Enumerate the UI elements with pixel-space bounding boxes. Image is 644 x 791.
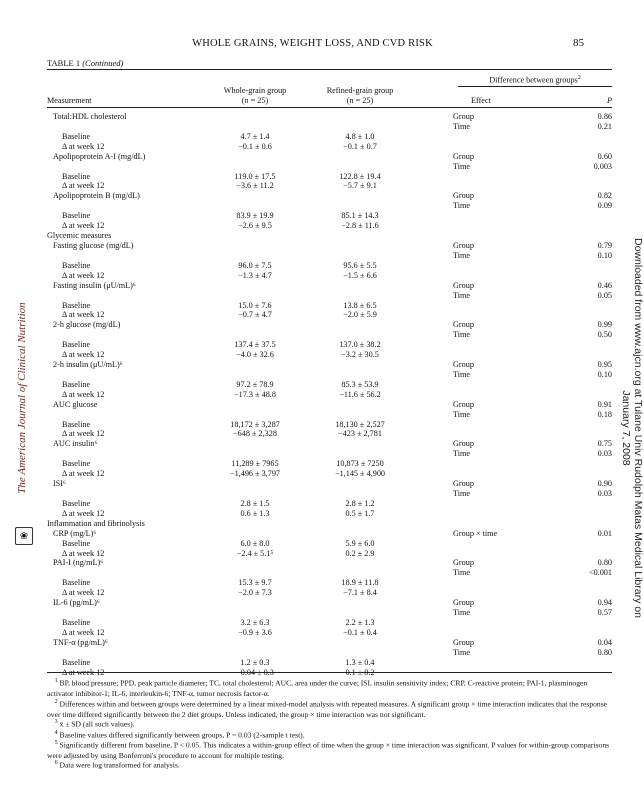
effect-value: Time — [453, 369, 470, 379]
p-value: 0.79 — [597, 241, 612, 250]
effect-value: Group — [453, 439, 474, 449]
wg-value: 119.0 ± 17.5 — [234, 171, 276, 181]
p-value: 0.21 — [597, 121, 612, 131]
footnote-text: Data were log transformed for analysis. — [59, 760, 180, 770]
row-label: Δ at week 12 — [62, 627, 105, 637]
row-label: TNF-α (pg/mL)⁶ — [53, 637, 108, 647]
effect-value: Group — [453, 598, 474, 608]
journal-name-margin: The American Journal of Clinical Nutrition — [16, 302, 28, 494]
top-rule — [47, 69, 612, 70]
wg-value: 15.0 ± 7.6 — [238, 300, 272, 310]
p-value: 0.82 — [597, 191, 612, 201]
p-value: 0.10 — [597, 250, 612, 260]
row-label: Glycemic measures — [47, 231, 112, 240]
effect-value: Time — [453, 647, 470, 657]
p-value: 0.94 — [597, 598, 612, 608]
row-label: Inflammation and fibrinolysis — [47, 518, 145, 528]
p-value: 0.18 — [597, 409, 612, 419]
page-number: 85 — [573, 37, 584, 49]
footnote — [47, 758, 612, 771]
wg-value: 96.0 ± 7.5 — [238, 260, 272, 270]
footnote-text: x̄ ± SD (all such values). — [59, 719, 135, 729]
rg-value: 0.1 ± 0.2 — [345, 667, 375, 677]
row-label: Δ at week 12 — [62, 469, 105, 479]
wg-n: (n = 25) — [241, 96, 269, 105]
footnote-marker: 2 — [54, 699, 58, 705]
effect-header: Effect — [471, 96, 491, 105]
row-label: Δ at week 12 — [62, 508, 105, 518]
rg-value: 137.0 ± 38.2 — [339, 340, 381, 350]
table-caption — [47, 58, 123, 68]
p-value: 0.99 — [597, 320, 612, 330]
effect-value: Group — [453, 637, 474, 647]
rg-value: −1.5 ± 6.6 — [343, 270, 377, 280]
effect-value: Group — [453, 191, 474, 201]
rg-value: 0.2 ± 2.9 — [345, 548, 375, 558]
rg-value: −7.1 ± 8.4 — [343, 588, 377, 598]
effect-value: Group — [453, 479, 474, 488]
row-label: Baseline — [62, 300, 91, 310]
wg-value: −17.3 ± 48.8 — [234, 389, 276, 399]
row-label: Δ at week 12 — [62, 221, 105, 231]
wg-value: −2.6 ± 9.5 — [238, 221, 272, 231]
p-value: 0.50 — [597, 330, 612, 340]
row-label: Baseline — [62, 498, 91, 508]
wg-value: 83.9 ± 19.9 — [236, 211, 274, 221]
p-value: 0.91 — [597, 399, 612, 409]
row-label: Δ at week 12 — [62, 141, 105, 151]
rg-value: 85.1 ± 14.3 — [341, 211, 379, 221]
footnote-marker: 3 — [54, 719, 58, 725]
row-label: ISI⁶ — [53, 479, 66, 488]
wg-header: Whole-grain group — [223, 86, 287, 95]
row-label: Δ at week 12 — [62, 667, 105, 677]
p-value: 0.60 — [597, 151, 612, 161]
wg-value: 4.7 ± 1.4 — [240, 131, 270, 141]
p-value: <0.001 — [588, 568, 612, 578]
wg-value: 11,289 ± 7965 — [231, 459, 279, 469]
effect-value: Time — [453, 489, 470, 498]
footnote-marker: 6 — [54, 760, 58, 766]
wg-value: −0.04 ± 0.3 — [236, 667, 274, 677]
row-label: Baseline — [62, 578, 91, 588]
effect-value: Group — [453, 399, 474, 409]
table-label: TABLE 1 — [47, 58, 81, 68]
row-label: Baseline — [62, 211, 91, 221]
rg-header: Refined-grain group — [326, 86, 394, 95]
p-value: 0.86 — [597, 112, 612, 121]
wg-value: −3.6 ± 11.2 — [236, 181, 274, 191]
effect-value: Group — [453, 241, 474, 250]
row-label: Δ at week 12 — [62, 548, 105, 558]
row-label: Baseline — [62, 459, 91, 469]
effect-value: Time — [453, 201, 470, 211]
diff-subrule — [458, 86, 612, 87]
effect-value: Group — [453, 112, 474, 121]
rg-value: −11.6 ± 56.2 — [339, 389, 381, 399]
rg-n: (n = 25) — [346, 96, 374, 105]
effect-value: Group — [453, 151, 474, 161]
row-label: 2-h glucose (mg/dL) — [53, 320, 121, 330]
p-value: 0.03 — [597, 489, 612, 498]
p-value: 0.80 — [597, 647, 612, 657]
row-label: Δ at week 12 — [62, 350, 105, 360]
row-label: Apolipoprotein A-I (mg/dL) — [53, 151, 146, 161]
row-label: PAI-I (ng/mL)⁶ — [53, 558, 104, 568]
p-value: 0.04 — [597, 637, 612, 647]
row-label: Baseline — [62, 260, 91, 270]
effect-value: Group × time — [453, 528, 498, 538]
row-label: Baseline — [62, 340, 91, 350]
rg-value: −0.1 ± 0.4 — [343, 627, 377, 637]
row-label: Fasting insulin (μU/mL)⁶ — [53, 280, 136, 290]
measurement-header: Measurement — [47, 96, 92, 105]
row-label: Baseline — [62, 171, 91, 181]
p-value: 0.75 — [597, 439, 612, 449]
effect-value: Time — [453, 608, 470, 617]
row-label: AUC insulin⁶ — [53, 439, 98, 449]
rg-value: 2.8 ± 1.2 — [345, 498, 375, 508]
p-value: 0.10 — [597, 369, 612, 379]
effect-value: Group — [453, 320, 474, 330]
footnote-text: BP, blood pressure; PPD, peak particle diameter; TC, total cholesterol; AUC, area under the curve; ISI, insulin sensitivity index; CRP, C-reactive protein; PAI-1, plasminogen activator inhibitor-1; IL-6, interleukin-6; TNF-α, tumor necrosis factor-α. — [47, 678, 588, 698]
effect-value: Group — [453, 360, 474, 369]
row-label: Baseline — [62, 657, 91, 667]
row-label: Δ at week 12 — [62, 310, 105, 320]
wg-value: −0.7 ± 4.7 — [238, 310, 272, 320]
footnote-text: Baseline values differed significantly between groups, P = 0.03 (2-sample t test). — [59, 730, 305, 740]
diff-header: Difference between groups$^2$ — [489, 75, 581, 85]
wg-value: −0.9 ± 3.6 — [238, 627, 272, 637]
p-value: 0.03 — [597, 449, 612, 459]
p-value: 0.57 — [597, 608, 612, 617]
row-label: Baseline — [62, 419, 91, 429]
rg-value: 10,873 ± 7250 — [336, 459, 384, 469]
rg-value: 18,130 ± 2,527 — [335, 419, 385, 429]
row-label: Δ at week 12 — [62, 429, 105, 439]
row-label: CRP (mg/L)⁶ — [53, 528, 97, 538]
p-value: 0.003 — [593, 161, 612, 171]
journal-logo-icon: ❀ — [15, 527, 33, 545]
rg-value: 0.5 ± 1.7 — [345, 508, 375, 518]
p-value: 0.80 — [597, 558, 612, 568]
wg-value: 137.4 ± 37.5 — [234, 340, 276, 350]
row-label: Baseline — [62, 379, 91, 389]
rg-value: −0.1 ± 0.7 — [343, 141, 377, 151]
wg-value: −4.0 ± 32.6 — [236, 350, 274, 360]
wg-value: 18,172 ± 3,287 — [230, 419, 280, 429]
effect-value: Time — [453, 161, 470, 171]
effect-value: Time — [453, 330, 470, 340]
effect-value: Group — [453, 558, 474, 568]
effect-value: Time — [453, 250, 470, 260]
row-label: Δ at week 12 — [62, 389, 105, 399]
rg-value: 5.9 ± 6.0 — [345, 538, 375, 548]
footnote-text: Significantly different from baseline, P < 0.05. This indicates a within-group effect of time when the group × time interaction was significant. P values for within-group comparisons were adjusted by using Bonferroni's procedure to account for multiple testing. — [47, 740, 610, 760]
rg-value: −1,145 ± 4,900 — [334, 469, 386, 479]
rg-value: −5.7 ± 9.1 — [343, 181, 377, 191]
row-label: IL-6 (pg/mL)⁶ — [53, 598, 100, 608]
footnote — [47, 676, 612, 699]
effect-value: Group — [453, 280, 474, 290]
p-value: 0.46 — [597, 280, 612, 290]
running-title: WHOLE GRAINS, WEIGHT LOSS, AND CVD RISK — [192, 38, 433, 49]
rg-value: 122.8 ± 19.4 — [339, 171, 381, 181]
rg-value: 4.8 ± 1.0 — [345, 131, 375, 141]
rg-value: −2.8 ± 11.6 — [341, 221, 379, 231]
download-notice-margin: Downloaded from www.ajcn.org at Tulane Univ Rudolph Matas Medical Library on January 7, 2008 — [620, 238, 644, 618]
p-value: 0.05 — [597, 290, 612, 300]
rg-value: −2.0 ± 5.9 — [343, 310, 377, 320]
row-label: Δ at week 12 — [62, 181, 105, 191]
wg-value: 0.6 ± 1.3 — [240, 508, 270, 518]
p-value: 0.95 — [597, 360, 612, 369]
wg-value: −648 ± 2,328 — [233, 429, 277, 439]
bottom-rule — [47, 672, 612, 673]
row-label: Apolipoprotein B (mg/dL) — [53, 191, 140, 201]
row-label: Total:HDL cholesterol — [53, 112, 127, 121]
rg-value: 1.3 ± 0.4 — [345, 657, 375, 667]
rg-value: −423 ± 2,781 — [338, 429, 382, 439]
effect-value: Time — [453, 568, 470, 578]
wg-value: −2.0 ± 7.3 — [238, 588, 272, 598]
table-continued: (Continued) — [82, 58, 124, 68]
wg-value: 1.2 ± 0.3 — [240, 657, 270, 667]
wg-value: −1,496 ± 3,797 — [229, 469, 281, 479]
row-label: Baseline — [62, 617, 91, 627]
effect-value: Time — [453, 121, 470, 131]
wg-value: 15.3 ± 9.7 — [238, 578, 272, 588]
p-value: 0.90 — [597, 479, 612, 488]
row-label: Δ at week 12 — [62, 588, 105, 598]
rg-value: 18.9 ± 11.8 — [341, 578, 379, 588]
row-label: Baseline — [62, 538, 91, 548]
effect-value: Time — [453, 290, 470, 300]
header-rule — [47, 107, 612, 108]
rg-value: 95.6 ± 5.5 — [343, 260, 377, 270]
row-label: Δ at week 12 — [62, 270, 105, 280]
footnote-marker: 4 — [54, 730, 58, 736]
effect-value: Time — [453, 449, 470, 459]
wg-value: 3.2 ± 6.3 — [240, 617, 270, 627]
p-value: 0.01 — [597, 528, 612, 538]
rg-value: 13.8 ± 6.5 — [343, 300, 377, 310]
rg-value: 85.3 ± 53.9 — [341, 379, 379, 389]
rg-value: −3.2 ± 30.5 — [341, 350, 379, 360]
effect-value: Time — [453, 409, 470, 419]
footnote-marker: 5 — [54, 740, 58, 746]
row-label: 2-h insulin (μU/mL)⁶ — [53, 360, 123, 369]
wg-value: 6.0 ± 8.0 — [240, 538, 270, 548]
p-value: 0.09 — [597, 201, 612, 211]
footnote-text: Differences within and between groups were determined by a linear mixed-model analysis with repeated measures. A significant group × time interaction indicates that the response over time differed significantly between the 2 diet groups. Unless indicated, the group × time interaction was not significant. — [47, 699, 608, 719]
footnote-marker: 1 — [54, 678, 58, 684]
wg-value: −0.1 ± 0.6 — [238, 141, 272, 151]
row-label: AUC glucose — [53, 399, 98, 409]
row-label: Baseline — [62, 131, 91, 141]
wg-value: −1.3 ± 4.7 — [238, 270, 272, 280]
row-label: Fasting glucose (mg/dL) — [53, 241, 134, 250]
rg-value: 2.2 ± 1.3 — [345, 617, 375, 627]
p-header: P — [606, 96, 612, 105]
wg-value: 97.2 ± 78.9 — [236, 379, 274, 389]
wg-value: −2.4 ± 5.1⁵ — [236, 548, 274, 558]
wg-value: 2.8 ± 1.5 — [240, 498, 270, 508]
